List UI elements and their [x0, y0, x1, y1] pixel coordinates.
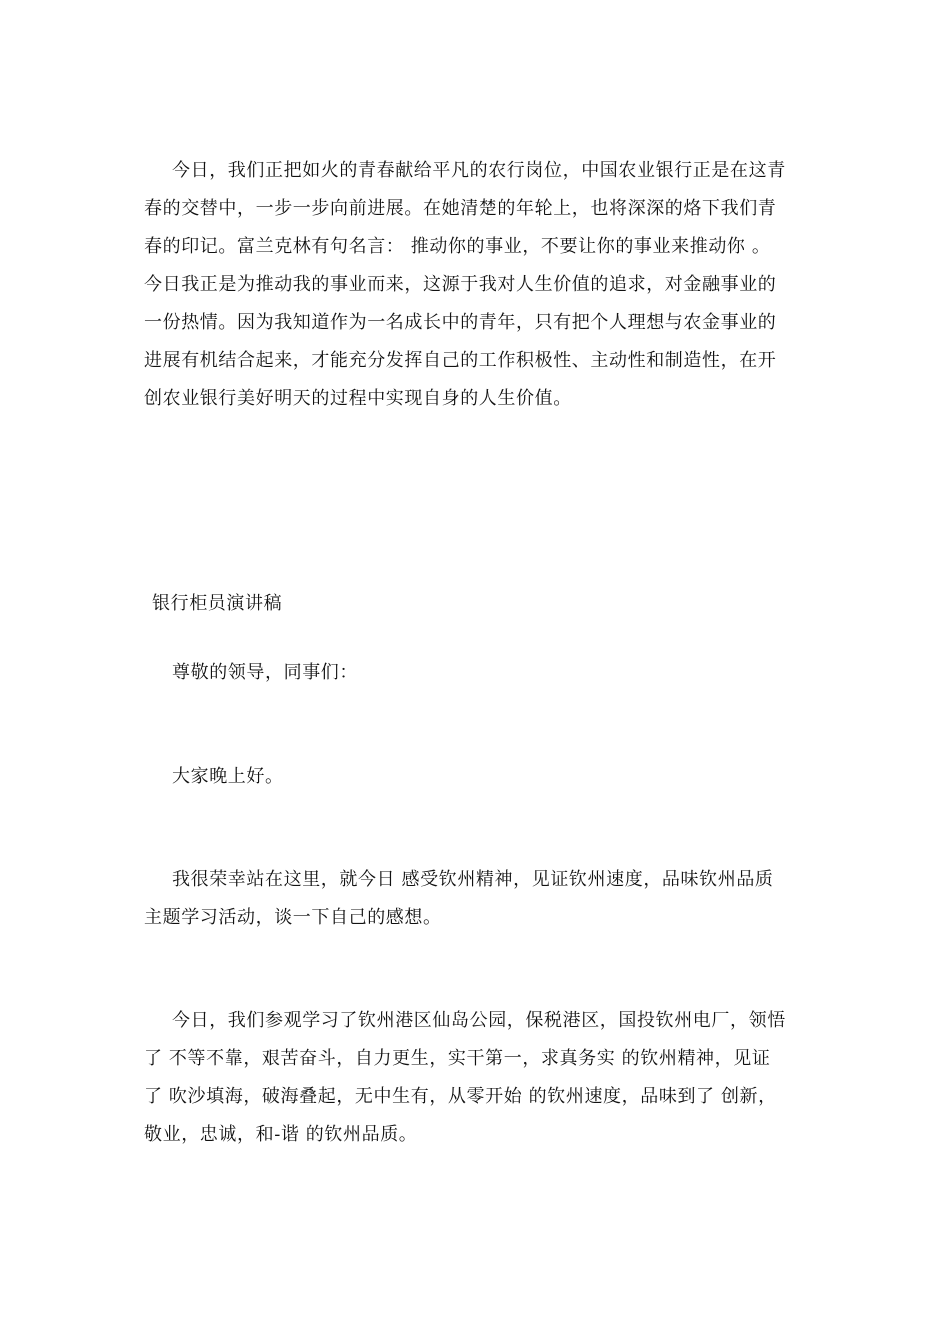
paragraph-line: 今日我正是为推动我的事业而来，这源于我对人生价值的追求，对金融事业的 [144, 274, 777, 295]
paragraph-line: 创农业银行美好明天的过程中实现自身的人生价值。 [144, 388, 572, 409]
paragraph-line: 进展有机结合起来，才能充分发挥自己的工作积极性、主动性和制造性，在开 [144, 350, 777, 371]
paragraph-line: 今日，我们参观学习了钦州港区仙岛公园，保税港区，国投钦州电厂，领悟 [172, 1010, 786, 1031]
document-title: 银行柜员演讲稿 [152, 593, 283, 614]
paragraph-line: 了 吹沙填海，破海叠起，无中生有，从零开始 的钦州速度，品味到了 创新， [144, 1086, 777, 1107]
paragraph-line: 春的印记。富兰克林有句名言： 推动你的事业，不要让你的事业来推动你 。 [144, 236, 771, 257]
salutation: 尊敬的领导，同事们： [172, 662, 358, 683]
paragraph-line: 今日，我们正把如火的青春献给平凡的农行岗位，中国农业银行正是在这青 [172, 160, 786, 181]
paragraph-line: 我很荣幸站在这里，就今日 感受钦州精神，见证钦州速度，品味钦州品质 [172, 869, 774, 890]
paragraph-line: 春的交替中，一步一步向前进展。在她清楚的年轮上，也将深深的烙下我们青 [144, 198, 777, 219]
greeting: 大家晚上好。 [172, 766, 284, 787]
paragraph-line: 了 不等不靠，艰苦奋斗，自力更生，实干第一，求真务实 的钦州精神，见证 [144, 1048, 771, 1069]
paragraph-line: 主题学习活动，谈一下自己的感想。 [144, 907, 442, 928]
paragraph-line: 敬业，忠诚，和-谐 的钦州品质。 [144, 1124, 418, 1145]
paragraph-line: 一份热情。因为我知道作为一名成长中的青年，只有把个人理想与农金事业的 [144, 312, 777, 333]
